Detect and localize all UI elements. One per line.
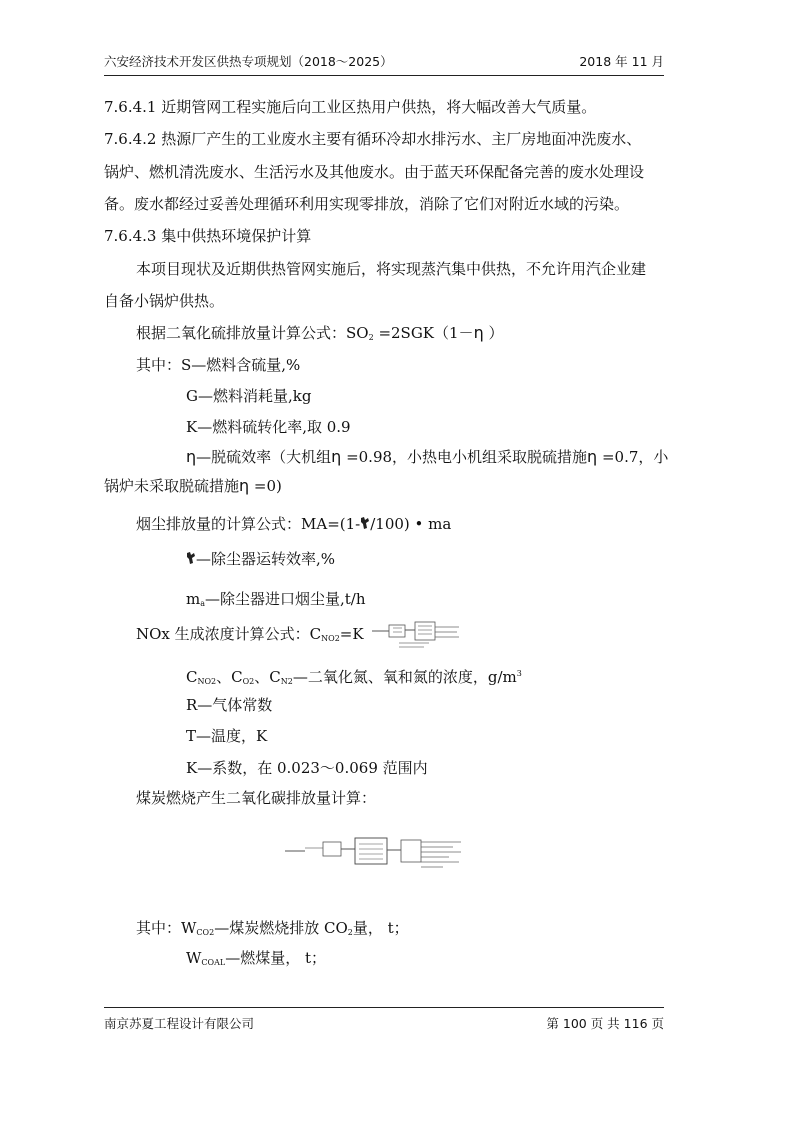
footer-page-number: 第 100 页 共 116 页	[546, 1016, 664, 1031]
nox-subscript: NO2	[321, 634, 340, 643]
paragraph-intro-line1: 本项目现状及近期供热管网实施后，将实现蒸汽集中供热，不允许用汽企业建	[136, 260, 647, 278]
ma-definition-text: —除尘器进口烟尘量,t/h	[205, 590, 366, 608]
wco2-unit: 量， t；	[352, 919, 409, 937]
eta-symbol: η	[186, 447, 197, 466]
wco2-prefix: 其中：W	[136, 919, 197, 937]
nox-formula-k: =K	[339, 625, 364, 643]
header-title: 六安经济技术开发区供热专项规划（2018～2025）	[104, 54, 393, 69]
so2-subscript: 2	[368, 333, 374, 342]
t-definition: T—温度，K	[186, 727, 268, 745]
c-symbol: 、C	[254, 668, 281, 686]
k2-definition: K—系数，在 0.023～0.069 范围内	[186, 759, 428, 777]
k-definition: K—燃料硫转化率,取 0.9	[186, 418, 351, 436]
eta-def-text-3: =0.7，小	[597, 448, 669, 466]
paragraph-7-6-4-1: 7.6.4.1 近期管网工程实施后向工业区热用户供热，将大幅改善大气质量。	[104, 98, 597, 116]
eta-symbol: η	[331, 447, 342, 466]
wcoal-text: —燃煤量， t；	[225, 949, 326, 967]
eta-symbol: η	[473, 323, 484, 342]
dust-formula-suffix: /100) • ma	[370, 515, 452, 533]
no2-subscript: NO2	[197, 677, 217, 686]
nox-formula	[136, 624, 364, 649]
paragraph-intro-line2: 自备小锅炉供热。	[104, 292, 225, 310]
eta-def-text-1: —脱硫效率（大机组	[196, 448, 332, 466]
c-symbol: 、C	[216, 668, 243, 686]
wcoal-subscript: COAL	[201, 958, 226, 967]
o2-subscript: O2	[242, 677, 255, 686]
so2-formula-close: ）	[483, 324, 504, 342]
so2-formula-suffix: =2SGK（1－	[373, 324, 474, 342]
wco2-subscript: CO2	[196, 928, 215, 937]
wcoal-symbol: W	[186, 949, 202, 967]
dust-formula	[136, 514, 451, 534]
where-s-definition: 其中：S—燃料含硫量,%	[136, 356, 301, 374]
g-definition: G—燃料消耗量,kg	[186, 387, 312, 405]
dust-efficiency-definition	[186, 549, 335, 569]
page-header	[104, 52, 664, 72]
wcoal-definition	[186, 948, 326, 973]
eta-symbol: η	[587, 447, 598, 466]
nox-formula-prefix: NOx 生成浓度计算公式：C	[136, 625, 322, 643]
ma-definition	[186, 589, 366, 614]
efficiency-symbol-icon	[360, 516, 370, 530]
so2-formula	[136, 323, 503, 348]
ma-symbol: m	[186, 590, 201, 608]
eta-definition-line1	[186, 447, 668, 467]
n2-subscript: N2	[280, 677, 293, 686]
paragraph-7-6-4-2-line2: 锅炉、燃机清洗废水、生活污水及其他废水。由于蓝天环保配备完善的废水处理设	[104, 163, 645, 181]
ma-subscript: a	[200, 599, 206, 608]
eta-definition-line2	[104, 476, 282, 496]
eta-def-text-4: 锅炉未采取脱硫措施	[104, 477, 240, 495]
co2-formula-image	[283, 836, 465, 872]
paragraph-7-6-4-2-line3: 备。废水都经过妥善处理循环利用实现零排放，消除了它们对附近水域的污染。	[104, 195, 630, 213]
section-heading-7-6-4-3: 7.6.4.3 集中供热环境保护计算	[104, 227, 312, 245]
dust-efficiency-text: —除尘器运转效率,%	[196, 550, 336, 568]
eta-def-text-5: =0)	[249, 477, 282, 495]
header-rule	[104, 75, 664, 76]
eta-symbol: η	[239, 476, 250, 495]
header-date: 2018 年 11 月	[579, 54, 664, 69]
footer-company: 南京苏夏工程设计有限公司	[104, 1016, 255, 1031]
efficiency-symbol-icon	[186, 551, 196, 565]
wco2-text: —煤炭燃烧排放 CO	[214, 919, 348, 937]
concentration-text: —二氧化氮、氧和氮的浓度，g/m	[292, 668, 517, 686]
paragraph-7-6-4-2-line1: 7.6.4.2 热源厂产生的工业废水主要有循环冷却水排污水、主厂房地面冲洗废水、	[104, 130, 642, 148]
co2-heading: 煤炭燃烧产生二氧化碳排放量计算：	[136, 789, 377, 807]
co2-subscript: 2	[347, 928, 353, 937]
dust-formula-prefix: 烟尘排放量的计算公式：MA=(1-	[136, 515, 361, 533]
concentration-definition	[186, 664, 522, 692]
wco2-definition	[136, 918, 409, 943]
nox-formula-image	[369, 619, 461, 651]
eta-def-text-2: =0.98，小热电小机组采取脱硫措施	[341, 448, 588, 466]
footer-rule	[104, 1007, 664, 1008]
page-footer	[104, 1014, 664, 1034]
so2-formula-prefix: 根据二氧化硫排放量计算公式：SO	[136, 324, 369, 342]
c-symbol: C	[186, 668, 198, 686]
cubic-superscript: 3	[516, 669, 522, 678]
r-definition: R—气体常数	[186, 696, 273, 714]
